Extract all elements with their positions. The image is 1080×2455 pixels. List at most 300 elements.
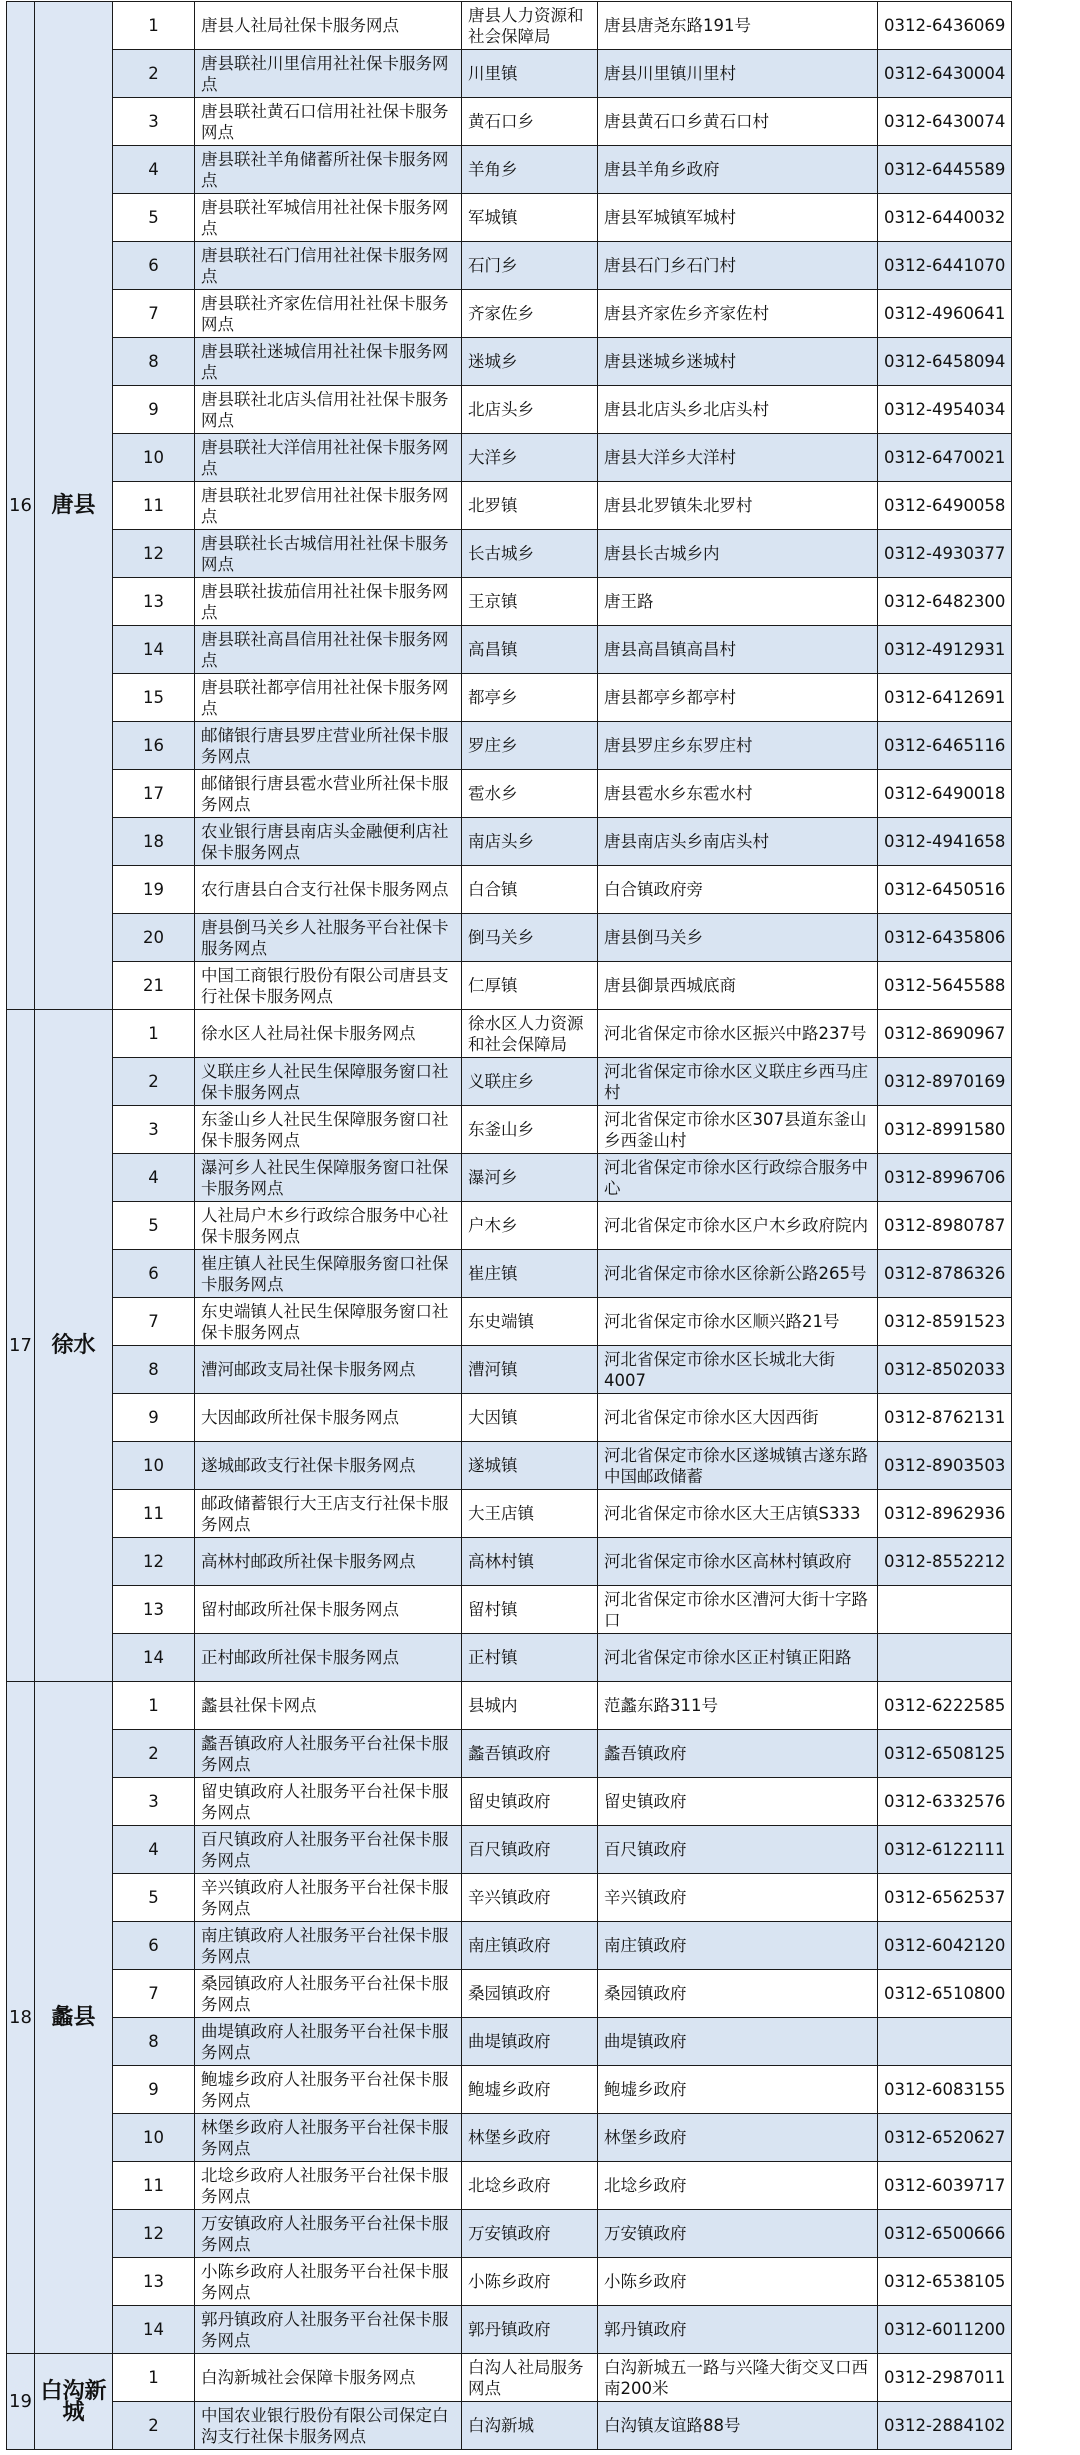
location-cell: 漕河镇	[462, 1346, 598, 1394]
row-number-cell: 10	[113, 434, 195, 482]
table-row	[7, 1538, 1012, 1586]
table-row	[7, 1490, 1012, 1538]
row-number-cell: 13	[113, 578, 195, 626]
row-number-cell: 3	[113, 1778, 195, 1826]
phone-cell: 0312-8690967	[878, 1010, 1012, 1058]
row-number-cell: 1	[113, 2354, 195, 2402]
address-cell: 唐县黄石口乡黄石口村	[598, 98, 878, 146]
address-cell: 唐县罗庄乡东罗庄村	[598, 722, 878, 770]
location-cell: 北店头乡	[462, 386, 598, 434]
row-number-cell: 14	[113, 1634, 195, 1682]
location-cell: 南庄镇政府	[462, 1922, 598, 1970]
phone-cell: 0312-6430004	[878, 50, 1012, 98]
row-number-cell: 10	[113, 1442, 195, 1490]
location-cell: 北埝乡政府	[462, 2162, 598, 2210]
address-cell: 唐县都亭乡都亭村	[598, 674, 878, 722]
location-cell: 县城内	[462, 1682, 598, 1730]
service-point-name-cell: 崔庄镇人社民生保障服务窗口社保卡服务网点	[195, 1250, 462, 1298]
county-name: 唐县	[35, 2, 113, 1010]
service-point-name-cell: 唐县联社羊角储蓄所社保卡服务网点	[195, 146, 462, 194]
county-number: 16	[7, 2, 35, 1010]
address-cell: 北埝乡政府	[598, 2162, 878, 2210]
row-number-cell: 1	[113, 1682, 195, 1730]
table-row	[7, 482, 1012, 530]
phone-cell: 0312-8903503	[878, 1442, 1012, 1490]
service-point-name-cell: 农行唐县白合支行社保卡服务网点	[195, 866, 462, 914]
phone-cell: 0312-6500666	[878, 2210, 1012, 2258]
row-number-cell: 19	[113, 866, 195, 914]
row-number-cell: 7	[113, 1970, 195, 2018]
location-cell: 百尺镇政府	[462, 1826, 598, 1874]
address-cell: 辛兴镇政府	[598, 1874, 878, 1922]
address-cell: 唐县石门乡石门村	[598, 242, 878, 290]
phone-cell: 0312-4960641	[878, 290, 1012, 338]
row-number-cell: 3	[113, 98, 195, 146]
location-cell: 都亭乡	[462, 674, 598, 722]
phone-cell: 0312-5645588	[878, 962, 1012, 1010]
phone-cell: 0312-8762131	[878, 1394, 1012, 1442]
service-point-name-cell: 白沟新城社会保障卡服务网点	[195, 2354, 462, 2402]
address-cell: 唐县唐尧东路191号	[598, 2, 878, 50]
address-cell: 河北省保定市徐水区遂城镇古遂东路中国邮政储蓄	[598, 1442, 878, 1490]
row-number-cell: 11	[113, 2162, 195, 2210]
location-cell: 户木乡	[462, 1202, 598, 1250]
table-row	[7, 1970, 1012, 2018]
phone-cell: 0312-6332576	[878, 1778, 1012, 1826]
service-point-name-cell: 东史端镇人社民生保障服务窗口社保卡服务网点	[195, 1298, 462, 1346]
table-row	[7, 770, 1012, 818]
service-point-name-cell: 义联庄乡人社民生保障服务窗口社保卡服务网点	[195, 1058, 462, 1106]
phone-cell: 0312-6508125	[878, 1730, 1012, 1778]
service-point-name-cell: 遂城邮政支行社保卡服务网点	[195, 1442, 462, 1490]
service-point-name-cell: 万安镇政府人社服务平台社保卡服务网点	[195, 2210, 462, 2258]
address-cell: 白沟新城五一路与兴隆大街交叉口西南200米	[598, 2354, 878, 2402]
row-number-cell: 9	[113, 1394, 195, 1442]
address-cell: 白沟镇友谊路88号	[598, 2402, 878, 2450]
service-point-name-cell: 唐县联社齐家佐信用社社保卡服务网点	[195, 290, 462, 338]
row-number-cell: 20	[113, 914, 195, 962]
address-cell: 桑园镇政府	[598, 1970, 878, 2018]
location-cell: 长古城乡	[462, 530, 598, 578]
location-cell: 辛兴镇政府	[462, 1874, 598, 1922]
phone-cell: 0312-6430074	[878, 98, 1012, 146]
row-number-cell: 12	[113, 530, 195, 578]
table-row	[7, 2258, 1012, 2306]
phone-cell	[878, 1634, 1012, 1682]
row-number-cell: 12	[113, 1538, 195, 1586]
table-row	[7, 2114, 1012, 2162]
service-point-name-cell: 东釜山乡人社民生保障服务窗口社保卡服务网点	[195, 1106, 462, 1154]
service-point-name-cell: 留史镇政府人社服务平台社保卡服务网点	[195, 1778, 462, 1826]
table-row	[7, 1394, 1012, 1442]
table-row	[7, 914, 1012, 962]
address-cell: 鲍墟乡政府	[598, 2066, 878, 2114]
address-cell: 唐县羊角乡政府	[598, 146, 878, 194]
address-cell: 河北省保定市徐水区顺兴路21号	[598, 1298, 878, 1346]
service-point-name-cell: 唐县联社迷城信用社社保卡服务网点	[195, 338, 462, 386]
row-number-cell: 16	[113, 722, 195, 770]
table-row	[7, 2, 1012, 50]
address-cell: 万安镇政府	[598, 2210, 878, 2258]
location-cell: 崔庄镇	[462, 1250, 598, 1298]
location-cell: 罗庄乡	[462, 722, 598, 770]
table-row	[7, 194, 1012, 242]
address-cell: 唐县长古城乡内	[598, 530, 878, 578]
phone-cell: 0312-6510800	[878, 1970, 1012, 2018]
phone-cell: 0312-6482300	[878, 578, 1012, 626]
phone-cell: 0312-8591523	[878, 1298, 1012, 1346]
table-row	[7, 1730, 1012, 1778]
address-cell: 唐县雹水乡东雹水村	[598, 770, 878, 818]
row-number-cell: 9	[113, 2066, 195, 2114]
service-point-name-cell: 唐县联社石门信用社社保卡服务网点	[195, 242, 462, 290]
service-point-name-cell: 唐县人社局社保卡服务网点	[195, 2, 462, 50]
service-point-name-cell: 郭丹镇政府人社服务平台社保卡服务网点	[195, 2306, 462, 2354]
service-point-name-cell: 邮储银行唐县雹水营业所社保卡服务网点	[195, 770, 462, 818]
table-row	[7, 1346, 1012, 1394]
service-point-name-cell: 唐县倒马关乡人社服务平台社保卡服务网点	[195, 914, 462, 962]
address-cell: 河北省保定市徐水区长城北大街4007	[598, 1346, 878, 1394]
row-number-cell: 10	[113, 2114, 195, 2162]
phone-cell: 0312-6441070	[878, 242, 1012, 290]
address-cell: 林堡乡政府	[598, 2114, 878, 2162]
phone-cell: 0312-4941658	[878, 818, 1012, 866]
location-cell: 大王店镇	[462, 1490, 598, 1538]
row-number-cell: 14	[113, 2306, 195, 2354]
phone-cell: 0312-6011200	[878, 2306, 1012, 2354]
phone-cell: 0312-8552212	[878, 1538, 1012, 1586]
table-row	[7, 1778, 1012, 1826]
row-number-cell: 4	[113, 1826, 195, 1874]
phone-cell: 0312-8786326	[878, 1250, 1012, 1298]
address-cell: 郭丹镇政府	[598, 2306, 878, 2354]
address-cell: 唐县御景西城底商	[598, 962, 878, 1010]
service-point-name-cell: 中国工商银行股份有限公司唐县支行社保卡服务网点	[195, 962, 462, 1010]
table-row	[7, 98, 1012, 146]
table-row	[7, 1250, 1012, 1298]
row-number-cell: 21	[113, 962, 195, 1010]
location-cell: 遂城镇	[462, 1442, 598, 1490]
address-cell: 唐县倒马关乡	[598, 914, 878, 962]
row-number-cell: 6	[113, 1922, 195, 1970]
location-cell: 高林村镇	[462, 1538, 598, 1586]
phone-cell	[878, 1586, 1012, 1634]
location-cell: 白合镇	[462, 866, 598, 914]
address-cell: 唐县北店头乡北店头村	[598, 386, 878, 434]
location-cell: 大洋乡	[462, 434, 598, 482]
county-number: 19	[7, 2354, 35, 2450]
location-cell: 白沟新城	[462, 2402, 598, 2450]
location-cell: 北罗镇	[462, 482, 598, 530]
row-number-cell: 5	[113, 194, 195, 242]
service-point-name-cell: 唐县联社高昌信用社社保卡服务网点	[195, 626, 462, 674]
service-point-name-cell: 百尺镇政府人社服务平台社保卡服务网点	[195, 1826, 462, 1874]
table-row	[7, 866, 1012, 914]
table-row	[7, 2066, 1012, 2114]
address-cell: 唐县齐家佐乡齐家佐村	[598, 290, 878, 338]
service-point-name-cell: 曲堤镇政府人社服务平台社保卡服务网点	[195, 2018, 462, 2066]
table-row	[7, 818, 1012, 866]
row-number-cell: 2	[113, 2402, 195, 2450]
address-cell: 唐王路	[598, 578, 878, 626]
service-point-name-cell: 南庄镇政府人社服务平台社保卡服务网点	[195, 1922, 462, 1970]
service-point-name-cell: 蠡吾镇政府人社服务平台社保卡服务网点	[195, 1730, 462, 1778]
row-number-cell: 18	[113, 818, 195, 866]
table-row	[7, 2354, 1012, 2402]
row-number-cell: 13	[113, 2258, 195, 2306]
phone-cell: 0312-6520627	[878, 2114, 1012, 2162]
address-cell: 河北省保定市徐水区正村镇正阳路	[598, 1634, 878, 1682]
location-cell: 蠡吾镇政府	[462, 1730, 598, 1778]
service-point-name-cell: 留村邮政所社保卡服务网点	[195, 1586, 462, 1634]
address-cell: 河北省保定市徐水区大王店镇S333	[598, 1490, 878, 1538]
phone-cell: 0312-6465116	[878, 722, 1012, 770]
service-point-name-cell: 人社局户木乡行政综合服务中心社保卡服务网点	[195, 1202, 462, 1250]
table-row	[7, 386, 1012, 434]
phone-cell: 0312-4912931	[878, 626, 1012, 674]
address-cell: 南庄镇政府	[598, 1922, 878, 1970]
address-cell: 河北省保定市徐水区振兴中路237号	[598, 1010, 878, 1058]
location-cell: 鲍墟乡政府	[462, 2066, 598, 2114]
phone-cell: 0312-6445589	[878, 146, 1012, 194]
location-cell: 瀑河乡	[462, 1154, 598, 1202]
table-row	[7, 146, 1012, 194]
phone-cell: 0312-6450516	[878, 866, 1012, 914]
county-name: 蠡县	[35, 1682, 113, 2354]
phone-cell: 0312-4930377	[878, 530, 1012, 578]
county-number: 18	[7, 1682, 35, 2354]
row-number-cell: 2	[113, 1730, 195, 1778]
address-cell: 河北省保定市徐水区高林村镇政府	[598, 1538, 878, 1586]
location-cell: 万安镇政府	[462, 2210, 598, 2258]
address-cell: 蠡吾镇政府	[598, 1730, 878, 1778]
table-row	[7, 1010, 1012, 1058]
row-number-cell: 6	[113, 1250, 195, 1298]
phone-cell: 0312-6042120	[878, 1922, 1012, 1970]
phone-cell	[878, 2018, 1012, 2066]
location-cell: 高昌镇	[462, 626, 598, 674]
service-point-name-cell: 邮政储蓄银行大王店支行社保卡服务网点	[195, 1490, 462, 1538]
phone-cell: 0312-6470021	[878, 434, 1012, 482]
service-point-name-cell: 桑园镇政府人社服务平台社保卡服务网点	[195, 1970, 462, 2018]
service-point-name-cell: 唐县联社北罗信用社社保卡服务网点	[195, 482, 462, 530]
table-row	[7, 1586, 1012, 1634]
location-cell: 林堡乡政府	[462, 2114, 598, 2162]
address-cell: 唐县南店头乡南店头村	[598, 818, 878, 866]
service-point-name-cell: 唐县联社大洋信用社社保卡服务网点	[195, 434, 462, 482]
location-cell: 白沟人社局服务网点	[462, 2354, 598, 2402]
table-row	[7, 2402, 1012, 2450]
table-row	[7, 674, 1012, 722]
row-number-cell: 8	[113, 338, 195, 386]
address-cell: 河北省保定市徐水区徐新公路265号	[598, 1250, 878, 1298]
service-point-name-cell: 小陈乡政府人社服务平台社保卡服务网点	[195, 2258, 462, 2306]
location-cell: 徐水区人力资源和社会保障局	[462, 1010, 598, 1058]
phone-cell: 0312-6083155	[878, 2066, 1012, 2114]
address-cell: 白合镇政府旁	[598, 866, 878, 914]
phone-cell: 0312-2884102	[878, 2402, 1012, 2450]
row-number-cell: 12	[113, 2210, 195, 2258]
phone-cell: 0312-6222585	[878, 1682, 1012, 1730]
service-point-name-cell: 蠡县社保卡网点	[195, 1682, 462, 1730]
row-number-cell: 6	[113, 242, 195, 290]
address-cell: 河北省保定市徐水区行政综合服务中心	[598, 1154, 878, 1202]
row-number-cell: 2	[113, 50, 195, 98]
row-number-cell: 1	[113, 1010, 195, 1058]
service-point-name-cell: 漕河邮政支局社保卡服务网点	[195, 1346, 462, 1394]
phone-cell: 0312-6122111	[878, 1826, 1012, 1874]
table-row	[7, 530, 1012, 578]
location-cell: 川里镇	[462, 50, 598, 98]
phone-cell: 0312-8502033	[878, 1346, 1012, 1394]
location-cell: 雹水乡	[462, 770, 598, 818]
row-number-cell: 2	[113, 1058, 195, 1106]
service-point-name-cell: 大因邮政所社保卡服务网点	[195, 1394, 462, 1442]
phone-cell: 0312-6039717	[878, 2162, 1012, 2210]
address-cell: 河北省保定市徐水区307县道东釜山乡西釜山村	[598, 1106, 878, 1154]
phone-cell: 0312-8991580	[878, 1106, 1012, 1154]
row-number-cell: 7	[113, 1298, 195, 1346]
row-number-cell: 4	[113, 1154, 195, 1202]
table-row	[7, 626, 1012, 674]
phone-cell: 0312-6490018	[878, 770, 1012, 818]
phone-cell: 0312-6562537	[878, 1874, 1012, 1922]
table-row	[7, 434, 1012, 482]
table-row	[7, 1298, 1012, 1346]
table-row	[7, 1442, 1012, 1490]
table-row	[7, 1202, 1012, 1250]
location-cell: 桑园镇政府	[462, 1970, 598, 2018]
service-points-table	[6, 1, 1012, 2450]
service-point-name-cell: 中国农业银行股份有限公司保定白沟支行社保卡服务网点	[195, 2402, 462, 2450]
service-point-name-cell: 唐县联社长古城信用社社保卡服务网点	[195, 530, 462, 578]
service-point-name-cell: 唐县联社拔茄信用社社保卡服务网点	[195, 578, 462, 626]
location-cell: 东釜山乡	[462, 1106, 598, 1154]
row-number-cell: 8	[113, 1346, 195, 1394]
table-row	[7, 2306, 1012, 2354]
phone-cell: 0312-4954034	[878, 386, 1012, 434]
county-number: 17	[7, 1010, 35, 1682]
row-number-cell: 11	[113, 1490, 195, 1538]
location-cell: 南店头乡	[462, 818, 598, 866]
location-cell: 王京镇	[462, 578, 598, 626]
address-cell: 曲堤镇政府	[598, 2018, 878, 2066]
phone-cell: 0312-6436069	[878, 2, 1012, 50]
phone-cell: 0312-8970169	[878, 1058, 1012, 1106]
service-point-name-cell: 唐县联社黄石口信用社社保卡服务网点	[195, 98, 462, 146]
table-row	[7, 1058, 1012, 1106]
phone-cell: 0312-6412691	[878, 674, 1012, 722]
table-row	[7, 2210, 1012, 2258]
location-cell: 留村镇	[462, 1586, 598, 1634]
location-cell: 迷城乡	[462, 338, 598, 386]
location-cell: 曲堤镇政府	[462, 2018, 598, 2066]
row-number-cell: 1	[113, 2, 195, 50]
location-cell: 羊角乡	[462, 146, 598, 194]
table-row	[7, 50, 1012, 98]
table-row	[7, 1154, 1012, 1202]
location-cell: 正村镇	[462, 1634, 598, 1682]
location-cell: 黄石口乡	[462, 98, 598, 146]
service-point-name-cell: 鲍墟乡政府人社服务平台社保卡服务网点	[195, 2066, 462, 2114]
location-cell: 留史镇政府	[462, 1778, 598, 1826]
service-point-name-cell: 农业银行唐县南店头金融便利店社保卡服务网点	[195, 818, 462, 866]
address-cell: 河北省保定市徐水区漕河大街十字路口	[598, 1586, 878, 1634]
row-number-cell: 9	[113, 386, 195, 434]
row-number-cell: 13	[113, 1586, 195, 1634]
address-cell: 百尺镇政府	[598, 1826, 878, 1874]
address-cell: 留史镇政府	[598, 1778, 878, 1826]
row-number-cell: 14	[113, 626, 195, 674]
phone-cell: 0312-8980787	[878, 1202, 1012, 1250]
phone-cell: 0312-8996706	[878, 1154, 1012, 1202]
table-row	[7, 1682, 1012, 1730]
phone-cell: 0312-6490058	[878, 482, 1012, 530]
table-row	[7, 1106, 1012, 1154]
phone-cell: 0312-2987011	[878, 2354, 1012, 2402]
address-cell: 小陈乡政府	[598, 2258, 878, 2306]
table-row	[7, 722, 1012, 770]
service-point-name-cell: 北埝乡政府人社服务平台社保卡服务网点	[195, 2162, 462, 2210]
address-cell: 河北省保定市徐水区户木乡政府院内	[598, 1202, 878, 1250]
address-cell: 唐县迷城乡迷城村	[598, 338, 878, 386]
service-point-name-cell: 瀑河乡人社民生保障服务窗口社保卡服务网点	[195, 1154, 462, 1202]
table-row	[7, 242, 1012, 290]
service-point-name-cell: 辛兴镇政府人社服务平台社保卡服务网点	[195, 1874, 462, 1922]
table-row	[7, 1826, 1012, 1874]
table-row	[7, 578, 1012, 626]
service-point-name-cell: 邮储银行唐县罗庄营业所社保卡服务网点	[195, 722, 462, 770]
row-number-cell: 4	[113, 146, 195, 194]
location-cell: 东史端镇	[462, 1298, 598, 1346]
table-row	[7, 2018, 1012, 2066]
row-number-cell: 7	[113, 290, 195, 338]
service-point-name-cell: 唐县联社北店头信用社社保卡服务网点	[195, 386, 462, 434]
table-row	[7, 338, 1012, 386]
address-cell: 河北省保定市徐水区义联庄乡西马庄村	[598, 1058, 878, 1106]
service-point-name-cell: 唐县联社川里信用社社保卡服务网点	[195, 50, 462, 98]
row-number-cell: 5	[113, 1202, 195, 1250]
location-cell: 军城镇	[462, 194, 598, 242]
location-cell: 仁厚镇	[462, 962, 598, 1010]
address-cell: 唐县大洋乡大洋村	[598, 434, 878, 482]
address-cell: 河北省保定市徐水区大因西街	[598, 1394, 878, 1442]
service-point-name-cell: 唐县联社军城信用社社保卡服务网点	[195, 194, 462, 242]
address-cell: 唐县军城镇军城村	[598, 194, 878, 242]
location-cell: 唐县人力资源和社会保障局	[462, 2, 598, 50]
row-number-cell: 3	[113, 1106, 195, 1154]
table-row	[7, 1634, 1012, 1682]
address-cell: 范蠡东路311号	[598, 1682, 878, 1730]
table-row	[7, 962, 1012, 1010]
location-cell: 齐家佐乡	[462, 290, 598, 338]
service-point-name-cell: 正村邮政所社保卡服务网点	[195, 1634, 462, 1682]
table-row	[7, 2162, 1012, 2210]
county-name: 徐水	[35, 1010, 113, 1682]
phone-cell: 0312-6458094	[878, 338, 1012, 386]
phone-cell: 0312-8962936	[878, 1490, 1012, 1538]
row-number-cell: 5	[113, 1874, 195, 1922]
service-point-name-cell: 高林村邮政所社保卡服务网点	[195, 1538, 462, 1586]
address-cell: 唐县川里镇川里村	[598, 50, 878, 98]
location-cell: 倒马关乡	[462, 914, 598, 962]
row-number-cell: 11	[113, 482, 195, 530]
row-number-cell: 8	[113, 2018, 195, 2066]
row-number-cell: 17	[113, 770, 195, 818]
phone-cell: 0312-6435806	[878, 914, 1012, 962]
location-cell: 大因镇	[462, 1394, 598, 1442]
location-cell: 义联庄乡	[462, 1058, 598, 1106]
